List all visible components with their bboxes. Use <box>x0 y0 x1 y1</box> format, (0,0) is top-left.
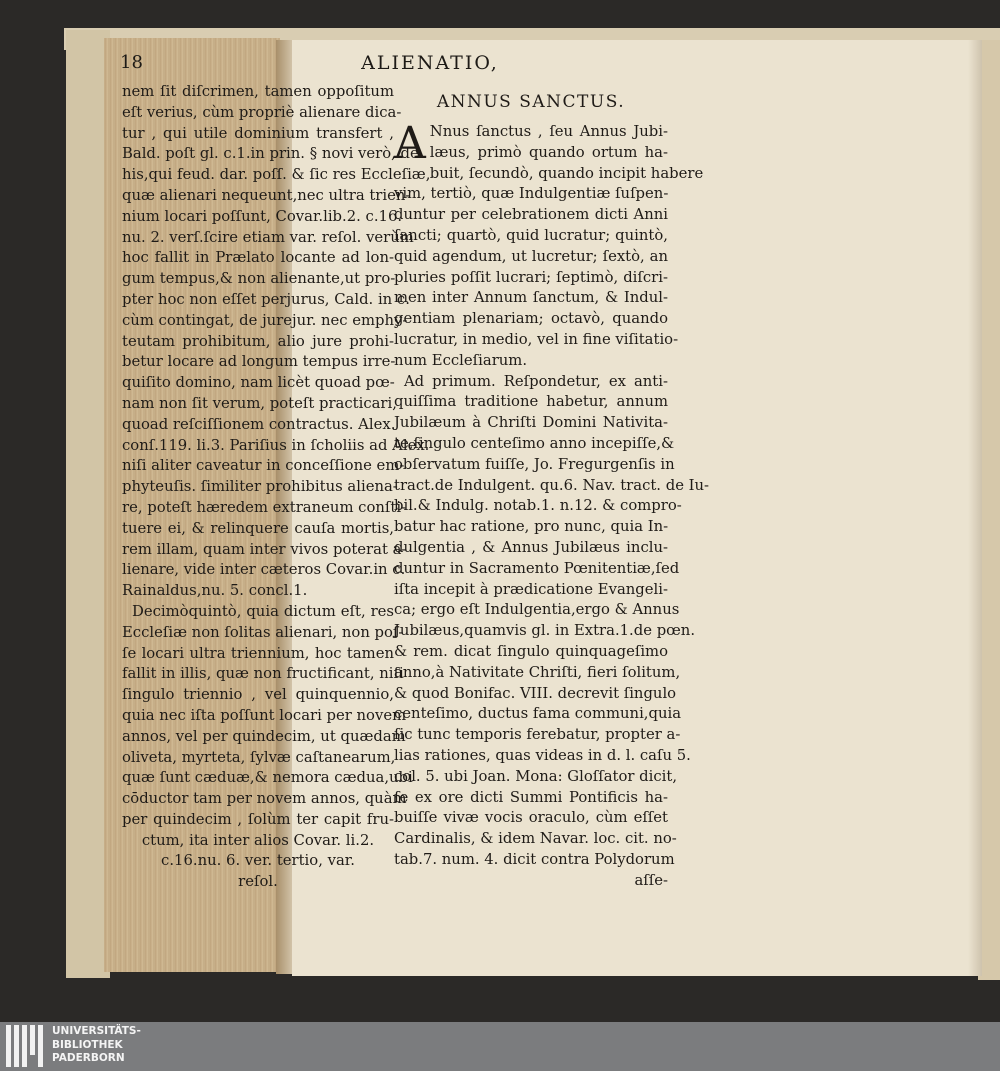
text-line: duntur per celebrationem dicti Anni <box>394 206 668 224</box>
text-line: Bald. poſt gl. c.1.in prin. § novi verò, de <box>122 145 419 163</box>
text-line: ſe locari ultra triennium, hoc tamen <box>122 644 394 662</box>
text-line: conſ.119. li.3. Pariſius in ſcholiis ad Alex. <box>122 436 430 454</box>
logo-line-1: UNIVERSITÄTS- <box>52 1025 141 1037</box>
right-column-lines <box>394 118 710 891</box>
left-text-column <box>122 82 431 893</box>
logo-line-3: PADERBORN <box>52 1052 125 1064</box>
text-line: quiſſima traditione habetur, annum <box>394 393 668 411</box>
text-line: teutam prohibitum, alio jure prohi- <box>122 332 394 350</box>
text-line: buiſſe vivæ vocis oraculo, cùm eſſet <box>394 809 668 827</box>
text-line: his,qui feud. dar. poſſ. & ſic res Eccleſiæ, <box>122 166 431 184</box>
text-line: nam non ſit verum, poteſt practicari, <box>122 394 397 412</box>
running-title: ALIENATIO, <box>361 52 499 74</box>
text-line: Nnus ſanctus , ſeu Annus Jubi- <box>429 123 668 140</box>
text-line: centeſimo, ductus fama communi,quia <box>394 705 682 723</box>
text-line: pluries poſſit lucrari; ſeptimò, diſcri- <box>394 268 668 286</box>
page-number: 18 <box>120 52 143 73</box>
text-line: c.16.nu. 6. ver. tertio, var. <box>161 852 355 870</box>
text-line: ca; ergo eſt Indulgentia,ergo & Annus <box>394 601 680 619</box>
text-line: tract.de Indulgent. qu.6. Nav. tract. de Iu- <box>394 476 710 494</box>
text-line: dulgentia , & Annus Jubilæus inclu- <box>394 538 668 556</box>
logo-line-2: BIBLIOTHEK <box>52 1038 123 1051</box>
text-line: Jubilæus,quamvis gl. in Extra.1.de pœn. <box>394 622 696 640</box>
text-line: col. 5. ubi Joan. Mona: Gloſſator dicit, <box>394 767 678 785</box>
text-line: bil.& Indulg. notab.1. n.12. & compro- <box>394 497 682 515</box>
text-line: Jubilæum à Chriſti Domini Nativita- <box>394 414 668 432</box>
text-line: ſe ex ore dicti Summi Pontificis ha- <box>394 788 668 806</box>
text-line: anno,à Nativitate Chriſti, fieri ſolitum, <box>394 663 681 681</box>
page-header <box>120 52 740 76</box>
text-line: & quod Bonifac. VIII. decrevit ſingulo <box>394 684 677 702</box>
text-line: lienare, vide inter cæteros Covar.in c. <box>122 561 406 579</box>
text-line: fallit in illis, quæ non fructificant, niſi <box>122 665 404 683</box>
text-line: quid agendum, ut lucretur; ſextò, an <box>394 247 668 265</box>
text-line: phyteuſis. ſimiliter prohibitus aliena- <box>122 478 398 496</box>
drop-cap: A <box>394 118 426 169</box>
text-line: cùm contingat, de jurejur. nec emphy- <box>122 311 408 329</box>
library-logo-icon <box>6 1025 46 1067</box>
text-line: ſancti; quartò, quid lucratur; quintò, <box>394 226 668 244</box>
text-line: pter hoc non eſſet perjurus, Cald. in c. <box>122 290 410 308</box>
section-title: ANNUS SANCTUS. <box>436 92 626 112</box>
text-line: ſingulo triennio , vel quinquennio, <box>122 686 394 704</box>
text-line: num Eccleſiarum. <box>394 351 528 369</box>
text-line: nem ſit diſcrimen, tamen oppoſitum <box>122 83 394 100</box>
text-line: cōductor tam per novem annos, quàm <box>122 790 407 808</box>
text-line: buit, ſecundò, quando incipit habere <box>429 164 704 182</box>
right-text-column <box>394 82 710 891</box>
text-line: oliveta, myrteta, ſylvæ caſtanearum, <box>122 748 396 766</box>
text-line: hoc fallit in Prælato locante ad lon- <box>122 249 394 267</box>
text-line: ctum, ita inter alios Covar. li.2. <box>141 831 375 849</box>
text-line: gentiam plenariam; octavò, quando <box>394 310 668 328</box>
text-line: eſt verius, cùm propriè alienare dica- <box>122 103 402 121</box>
text-line: duntur in Sacramento Pœnitentiæ,ſed <box>394 559 680 577</box>
text-line: reſol. <box>238 873 278 891</box>
text-line: Decimòquintò, quia dictum eſt, res <box>132 602 394 620</box>
text-line: læus, primò quando ortum ha- <box>429 143 668 161</box>
text-line: nium locari poſſunt, Covar.lib.2. c.16. <box>122 207 403 225</box>
text-line: quæ ſunt cæduæ,& nemora cædua,ubi <box>122 769 413 787</box>
text-line: te,ſingulo centeſimo anno incepiſſe,& <box>394 434 675 452</box>
text-line: iſta incepit à prædicatione Evangeli- <box>394 580 668 598</box>
text-line: obſervatum fuiſſe, Jo. Fregurgenſis in <box>394 455 675 473</box>
text-line: aſſe- <box>634 871 668 889</box>
text-line: quæ alienari nequeunt,nec ultra trien- <box>122 186 411 204</box>
library-footer-bar <box>0 1022 1000 1071</box>
text-line: annos, vel per quindecim, ut quædam <box>122 727 406 745</box>
text-line: quoad reſciſſionem contractus. Alex. <box>122 415 396 433</box>
text-line: men inter Annum ſanctum, & Indul- <box>394 289 668 307</box>
text-line: gum tempus,& non alienante,ut pro- <box>122 270 396 288</box>
text-line: nu. 2. verſ.ſcire etiam var. reſol. verùm <box>122 228 414 246</box>
text-line: Ad primum. Reſpondetur, ex anti- <box>404 372 668 390</box>
text-line: rem illam, quam inter vivos poterat a- <box>122 540 407 558</box>
text-line: Rainaldus,nu. 5. concl.1. <box>122 582 308 600</box>
text-line: quia nec iſta poſſunt locari per novem <box>122 706 407 724</box>
text-line: betur locare ad longum tempus irre- <box>122 353 396 371</box>
text-line: vim, tertiò, quæ Indulgentiæ ſuſpen- <box>394 185 669 203</box>
text-line: tur , qui utile dominium transfert , <box>122 124 394 142</box>
text-line: Eccleſiæ non ſolitas alienari, non poſ- <box>122 623 404 641</box>
text-line: Cardinalis, & idem Navar. loc. cit. no- <box>394 830 677 848</box>
text-line: lias rationes, quas videas in d. l. caſu 5. <box>394 746 691 764</box>
text-line: per quindecim , ſolùm ter capit fru- <box>122 810 394 828</box>
text-line: niſi aliter caveatur in conceſſione em- <box>122 457 405 475</box>
text-line: batur hac ratione, pro nunc, quia In- <box>394 518 669 536</box>
library-logo-text <box>52 1025 141 1066</box>
text-line: tuere ei, & relinquere cauſa mortis, <box>122 519 394 537</box>
text-line: lucratur, in medio, vel in fine viſitatio- <box>394 330 679 348</box>
text-line: quiſito domino, nam licèt quoad pœ- <box>122 374 395 392</box>
text-line: & rem. dicat ſingulo quinquageſimo <box>394 642 668 660</box>
text-line: tab.7. num. 4. dicit contra Polydorum <box>394 850 675 868</box>
text-line: ſic tunc temporis ferebatur, propter a- <box>394 726 681 744</box>
text-line: re, poteſt hæredem extraneum conſti- <box>122 498 407 516</box>
